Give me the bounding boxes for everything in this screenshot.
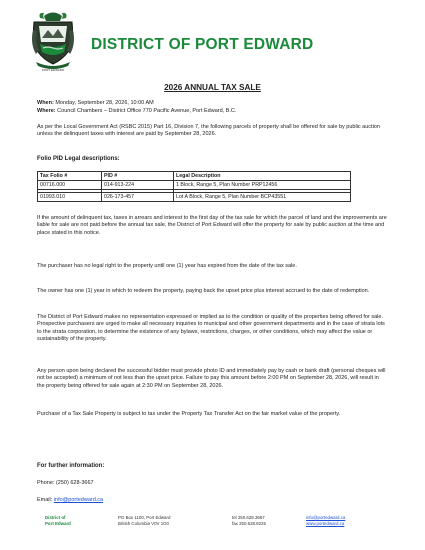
pid-cell: 026-173-457 (102, 193, 174, 202)
footer-organization (45, 515, 71, 527)
folio-cell: 00716.000 (38, 181, 102, 190)
contact-email-label: Email: (37, 497, 53, 503)
organization-title: DISTRICT OF PORT EDWARD (91, 36, 314, 53)
footer-address-line2: British Columbia V0V 1G0 (118, 521, 170, 526)
footer-org-line2: Port Edward (45, 521, 71, 526)
footer-fax: fax 250.628.9225 (232, 521, 266, 526)
when-label: When: (37, 100, 54, 106)
table-row (38, 193, 351, 202)
when-value: Monday, September 28, 2026, 10:00 AM (55, 100, 154, 106)
paragraph-transfer-tax: Purchase of a Tax Sale Property is subject to tax under the Property Tax Transfer Act on the fair market value of the property. (37, 411, 341, 417)
paragraph-delinquent-tax: If the amount of delinquent tax, taxes in arrears and interest to the first day of the tax sale for which the parcel of land and the improvements are liable for sale are not paid before the annual tax sale, the District of Port Edward will offer the property for sale by public auction at the time and place stated in this notice. (37, 215, 387, 236)
where-value: Council Chambers – District Office 770 Pacific Avenue, Port Edward, B.C. (57, 108, 237, 114)
contact-phone: Phone: (250) 628-3667 (37, 480, 94, 486)
parcels-heading: Folio PID Legal descriptions: (37, 156, 120, 162)
legal-cell: 1 Block, Range 5, Plan Number PRP12456 (174, 181, 351, 190)
footer-links (306, 515, 345, 527)
footer-address (118, 515, 170, 527)
column-header-legal: Legal Description (174, 172, 351, 181)
footer-org-line1: District of (45, 515, 66, 520)
column-header-pid: PID # (102, 172, 174, 181)
contact-email-line (37, 497, 103, 503)
column-header-folio: Tax Folio # (38, 172, 102, 181)
footer-website-link[interactable]: www.portedward.ca (306, 521, 345, 526)
where-line (37, 108, 387, 115)
table-row (38, 181, 351, 190)
pid-cell: 014-913-224 (102, 181, 174, 190)
district-crest-logo (30, 10, 76, 72)
parcels-table (37, 171, 351, 202)
paragraph-redemption: The owner has one (1) year in which to redeem the property, paying back the upset price plus interest accrued to the date of redemption. (37, 288, 370, 294)
paragraph-payment-terms: Any person upon being declared the successful bidder must provide photo ID and immediately pay by cash or bank draft (personal cheques will not be accepted) a minimum of not less than the upset price. Failure to pay this amount before 2:00 PM on September 28, 2026, will result in the property being offered for sale again at 2:30 PM on September 28, 2026. (37, 368, 386, 389)
table-header-row (38, 172, 351, 181)
when-line (37, 100, 387, 107)
contact-heading: For further information: (37, 463, 105, 469)
crest-caption: PORT EDWARD (41, 68, 65, 72)
intro-paragraph: As per the Local Government Act (RSBC 2015) Part 16, Division 7, the following parcels of property shall be offered for sale by public auction unless the delinquent taxes with interest are paid by September 28, 2026. (37, 124, 380, 138)
footer-phone-fax (232, 515, 266, 527)
footer-email-link[interactable]: info@portedward.ca (306, 515, 346, 520)
folio-cell: 01993.010 (38, 193, 102, 202)
document-title: 2026 ANNUAL TAX SALE (164, 83, 261, 92)
legal-cell: Lot A Block, Range 5, Plan Number BCP43551 (174, 193, 351, 202)
paragraph-purchaser-rights: The purchaser has no legal right to the property until one (1) year has expired from the date of the tax sale. (37, 263, 297, 269)
footer-tel: tel 250.628.3667 (232, 515, 265, 520)
contact-email-link[interactable]: info@portedward.ca (53, 497, 104, 503)
where-label: Where: (37, 108, 56, 114)
paragraph-no-representation: The District of Port Edward makes no representation expressed or implied as to the condition or quality of the properties being offered for sale. Prospective purchasers are urged to make all necessary inquiries to municipal and other government departments and in the case of strata lots to the strata corporation, to determine the existence of any bylaws, restrictions, charges, or other conditions, which may affect the value or sustainability of the property. (37, 314, 385, 342)
footer-address-line1: PO Box 1100, Port Edward (118, 515, 171, 520)
